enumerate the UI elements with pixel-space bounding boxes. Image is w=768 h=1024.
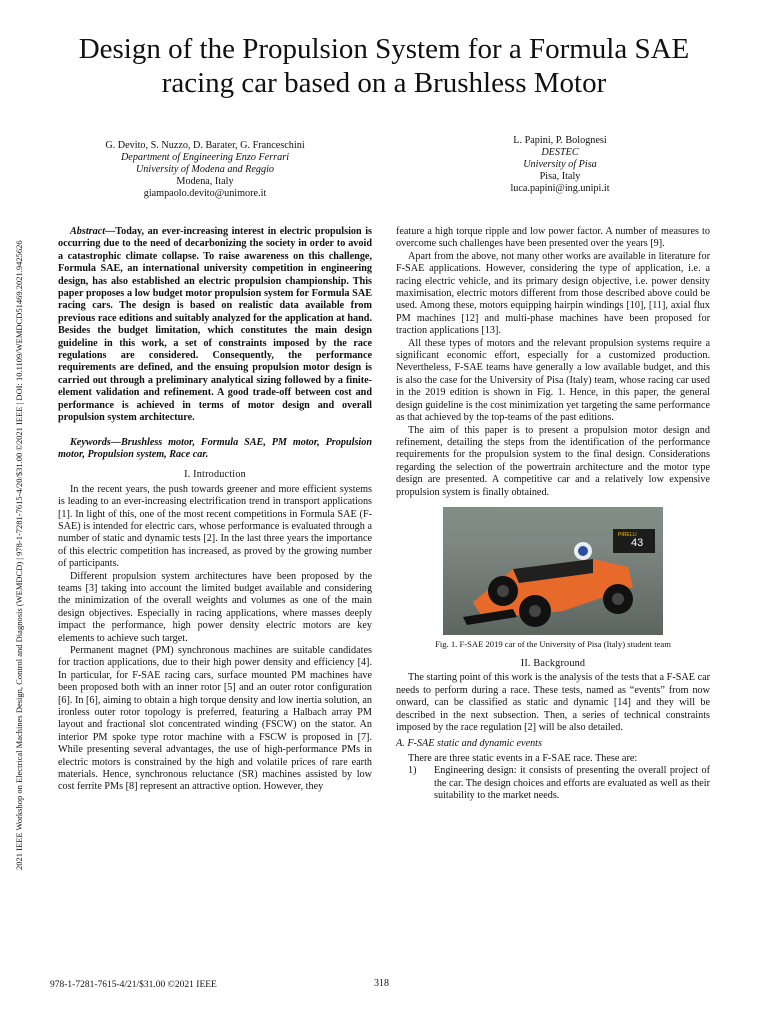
page-number: 318 xyxy=(374,978,389,989)
author-email[interactable]: giampaolo.devito@unimore.it xyxy=(143,188,267,199)
paragraph: All these types of motors and the relevant propulsion systems require a significant economic effort, especially for a customized production. Nevertheless, F-SAE teams have generally a low available budget, and this is also the case for the University of Pisa (Italy) team, whose racing car used in the 2019 edition is shown in Fig. 1. Hence, in this paper, the general design guideline is the cost minimization yet targeting the same performance as that achieved by the top-teams of the past editions. xyxy=(396,337,710,424)
abstract xyxy=(58,226,372,425)
author-dept: Department of Engineering Enzo Ferrari xyxy=(120,152,290,163)
figure-1-photo xyxy=(443,507,663,635)
car-number: 43 xyxy=(631,536,644,549)
side-note xyxy=(14,150,28,870)
paragraph: Permanent magnet (PM) synchronous machines are suitable candidates for traction applications, due to their high power density and efficiency [4]. In particular, for F-SAE racing cars, surface mounted PM machines have been proposed both with an inner rotor [5] and an outer rotor configuration [6]. In [6], aiming to obtain a high torque density and low inertia solution, an ironless outer rotor topology is preferred, featuring a Halbach array PM layout and fractional slot concentrated winding (FSCW) on the stator. An interior PM spoke type rotor machine with a FSCW is proposed in [7]. While presenting several advantages, the use of high-performance PMs in electric motors is constrained by the high and volatile prices of rare earth materials. Hence, synchronous reluctance (SR) machines assisted by low cost ferrite PMs [8] represent an attractive option. However, they xyxy=(58,645,372,793)
paragraph: Apart from the above, not many other works are available in literature for F-SAE applications. However, considering the type of application, i.e. a racing electric vehicle, and its primary design objective, i.e. power density maximisation, electric motors different from those described above could be used. Among these, motors equipping hairpin windings [10], [11], axial flux PM machines [12] and multi-phase machines have been proposed for traction applications [13]. xyxy=(396,250,710,337)
side-note-text: 2021 IEEE Workshop on Electrical Machines Design, Control and Diagnosis (WEMDCD) | 978-1-7281-7615-4/20/$31.00 ©2021 IEEE | DOI: 10.1109/WEMDCD51469.2021.9425626 xyxy=(14,240,24,870)
static-events-list xyxy=(396,765,710,802)
keywords: Keywords—Brushless motor, Formula SAE, PM motor, Propulsion motor, Propulsion system, Race car. xyxy=(58,436,372,460)
list-item-number: 1) xyxy=(408,765,417,777)
footer-copyright: 978-1-7281-7615-4/21/$31.00 ©2021 IEEE xyxy=(50,980,217,990)
figure-1-caption: Fig. 1. F-SAE 2019 car of the University of Pisa (Italy) student team xyxy=(435,638,671,649)
author-email[interactable]: luca.papini@ing.unipi.it xyxy=(510,183,610,194)
paragraph: The starting point of this work is the analysis of the tests that a F-SAE car needs to perform during a race. These tests, named as “events” from now onward, can be classified as static and dynamic [14] and they will be described in the next subsection. Then, a series of technical constraints imposed by the race regulation [2] will be also detailed. xyxy=(396,672,710,733)
right-column xyxy=(396,226,710,802)
author-names: L. Papini, P. Bolognesi xyxy=(513,135,607,146)
paragraph: In the recent years, the push towards greener and more efficient systems is leading to an ever-increasing electrification trend in transport applications [1]. In light of this, one of the most recent competitions in Formula SAE (F-SAE) is intended for electric cars, whose performance is evaluated through a number of static and dynamic tests [2]. In the last three years the importance of this electric competition has increased, as proved by the growing number of participants. xyxy=(58,483,372,570)
paper-title: Design of the Propulsion System for a Formula SAE racing car based on a Brushless Motor xyxy=(78,33,690,99)
abstract-text: Today, an ever-increasing interest in electric propulsion is occurring due to the need of decarbonizing the society in order to avoid a catastrophic climate collapse. To raise awareness on this challenge, Formula SAE, an international university competition in engineering design, has also established an electric propulsion championship. This paper proposes a low budget motor propulsion system for Formula SAE racing cars. The design is based on realistic data available from previous race editions and suitably analyzed for the application at hand. Besides the budget limitation, which constitutes the main design guideline in this work, a set of constraints imposed by the race regulations are considered. Consequently, the performance requirements are defined, and the ensuing propulsion motor design is carried out through a preliminary analytical sizing followed by a finite-element validation and refinement. A good trade-off between cost and performance is achieved in terms of motor design and overall propulsion system architecture. xyxy=(58,226,372,424)
author-block-2 xyxy=(440,135,680,195)
car-brand: PIRELLI xyxy=(618,531,637,538)
author-univ: University of Modena and Reggio xyxy=(135,164,275,175)
paragraph: Different propulsion system architectures have been proposed by the teams [3] taking into account the limited budget available and considering the minimization of the overall weights and volumes as one of the main design objectives. Especially in racing applications, where masses deeply impact the performance, high power density electric motors are key elements to achieve such target. xyxy=(58,570,372,644)
author-block-1 xyxy=(80,140,330,200)
author-city: Modena, Italy xyxy=(176,176,234,187)
paragraph: The aim of this paper is to present a propulsion motor design and refinement, detailing the steps from the identification of the performance requirements for the propulsion system to the final design. Considerations regarding the selection of the powertrain architecture and the motor type design are presented. A competitive car and a relatively low expensive propulsion system is finally obtained. xyxy=(396,424,710,498)
left-column xyxy=(58,226,372,794)
paragraph: feature a high torque ripple and low power factor. A number of measures to overcome such challenges have been presented over the years [9]. xyxy=(396,226,710,250)
list-item xyxy=(396,765,710,802)
author-names: G. Devito, S. Nuzzo, D. Barater, G. Franceschini xyxy=(105,140,305,151)
section-heading-introduction: I. Introduction xyxy=(184,469,246,481)
paragraph: There are three static events in a F-SAE race. These are: xyxy=(408,752,638,764)
subsection-heading: A. F-SAE static and dynamic events xyxy=(396,738,542,750)
author-city: Pisa, Italy xyxy=(539,171,581,182)
abstract-label: Abstract— xyxy=(70,226,116,237)
section-heading-background: II. Background xyxy=(520,657,586,669)
author-dept: DESTEC xyxy=(541,147,579,158)
race-car-illustration xyxy=(443,507,663,635)
author-univ: University of Pisa xyxy=(523,159,597,170)
list-item-text: Engineering design: it consists of presenting the overall project of the car. The design choices and efforts are evaluated as well as their suitability to the market needs. xyxy=(434,765,710,801)
